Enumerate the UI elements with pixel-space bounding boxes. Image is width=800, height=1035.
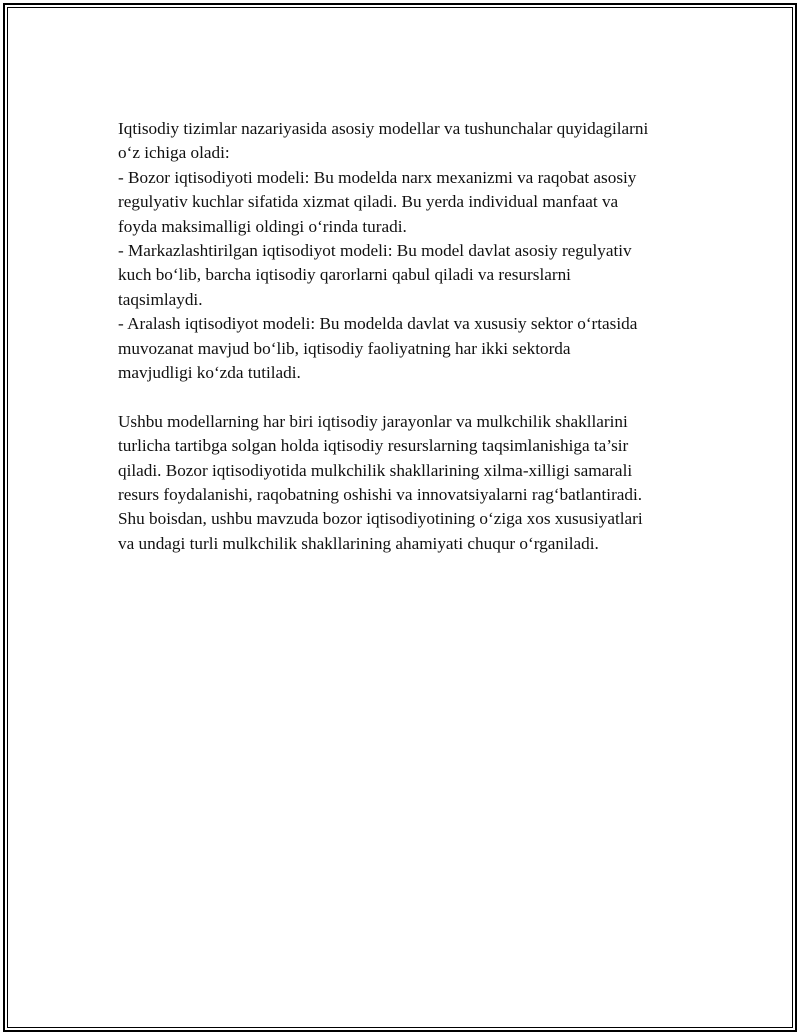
text-line: kuch bo‘lib, barcha iqtisodiy qarorlarni qabul qiladi va resurslarni [118,265,571,285]
text-line: foyda maksimalligi oldingi o‘rinda turadi. [118,216,407,236]
paragraph-gap [118,385,708,409]
text-line: qiladi. Bozor iqtisodiyotida mulkchilik shakllarining xilma-xilligi samarali [118,460,633,480]
text-line: - Aralash iqtisodiyot modeli: Bu modelda davlat va xususiy sektor o‘rtasida [118,314,638,334]
text-line: mavjudligi ko‘zda tutiladi. [118,363,301,383]
text-line: Iqtisodiy tizimlar nazariyasida asosiy modellar va tushunchalar quyidagilarni [118,119,649,138]
text-line: - Bozor iqtisodiyoti modeli: Bu modelda narx mexanizmi va raqobat asosiy [118,167,637,187]
text-line: regulyativ kuchlar sifatida xizmat qiladi. Bu yerda individual manfaat va [118,192,619,212]
text-line: turlicha tartibga solgan holda iqtisodiy resurslarning taqsimlanishiga ta’sir [118,436,629,456]
text-line: - Markazlashtirilgan iqtisodiyot modeli: Bu model davlat asosiy regulyativ [118,241,632,261]
text-line: Shu boisdan, ushbu mavzuda bozor iqtisodiyotining o‘ziga xos xususiyatlari [118,509,643,529]
document-body [118,117,708,556]
text-line: o‘z ichiga oladi: [118,143,230,163]
text-line: taqsimlaydi. [118,289,203,309]
text-line: resurs foydalanishi, raqobatning oshishi va innovatsiyalarni rag‘batlantiradi. [118,485,643,505]
text-line: va undagi turli mulkchilik shakllarining ahamiyati chuqur o‘rganiladi. [118,533,599,553]
text-line: Ushbu modellarning har biri iqtisodiy jarayonlar va mulkchilik shakllarini [118,411,628,431]
text-line: muvozanat mavjud bo‘lib, iqtisodiy faoliyatning har ikki sektorda [118,338,571,358]
